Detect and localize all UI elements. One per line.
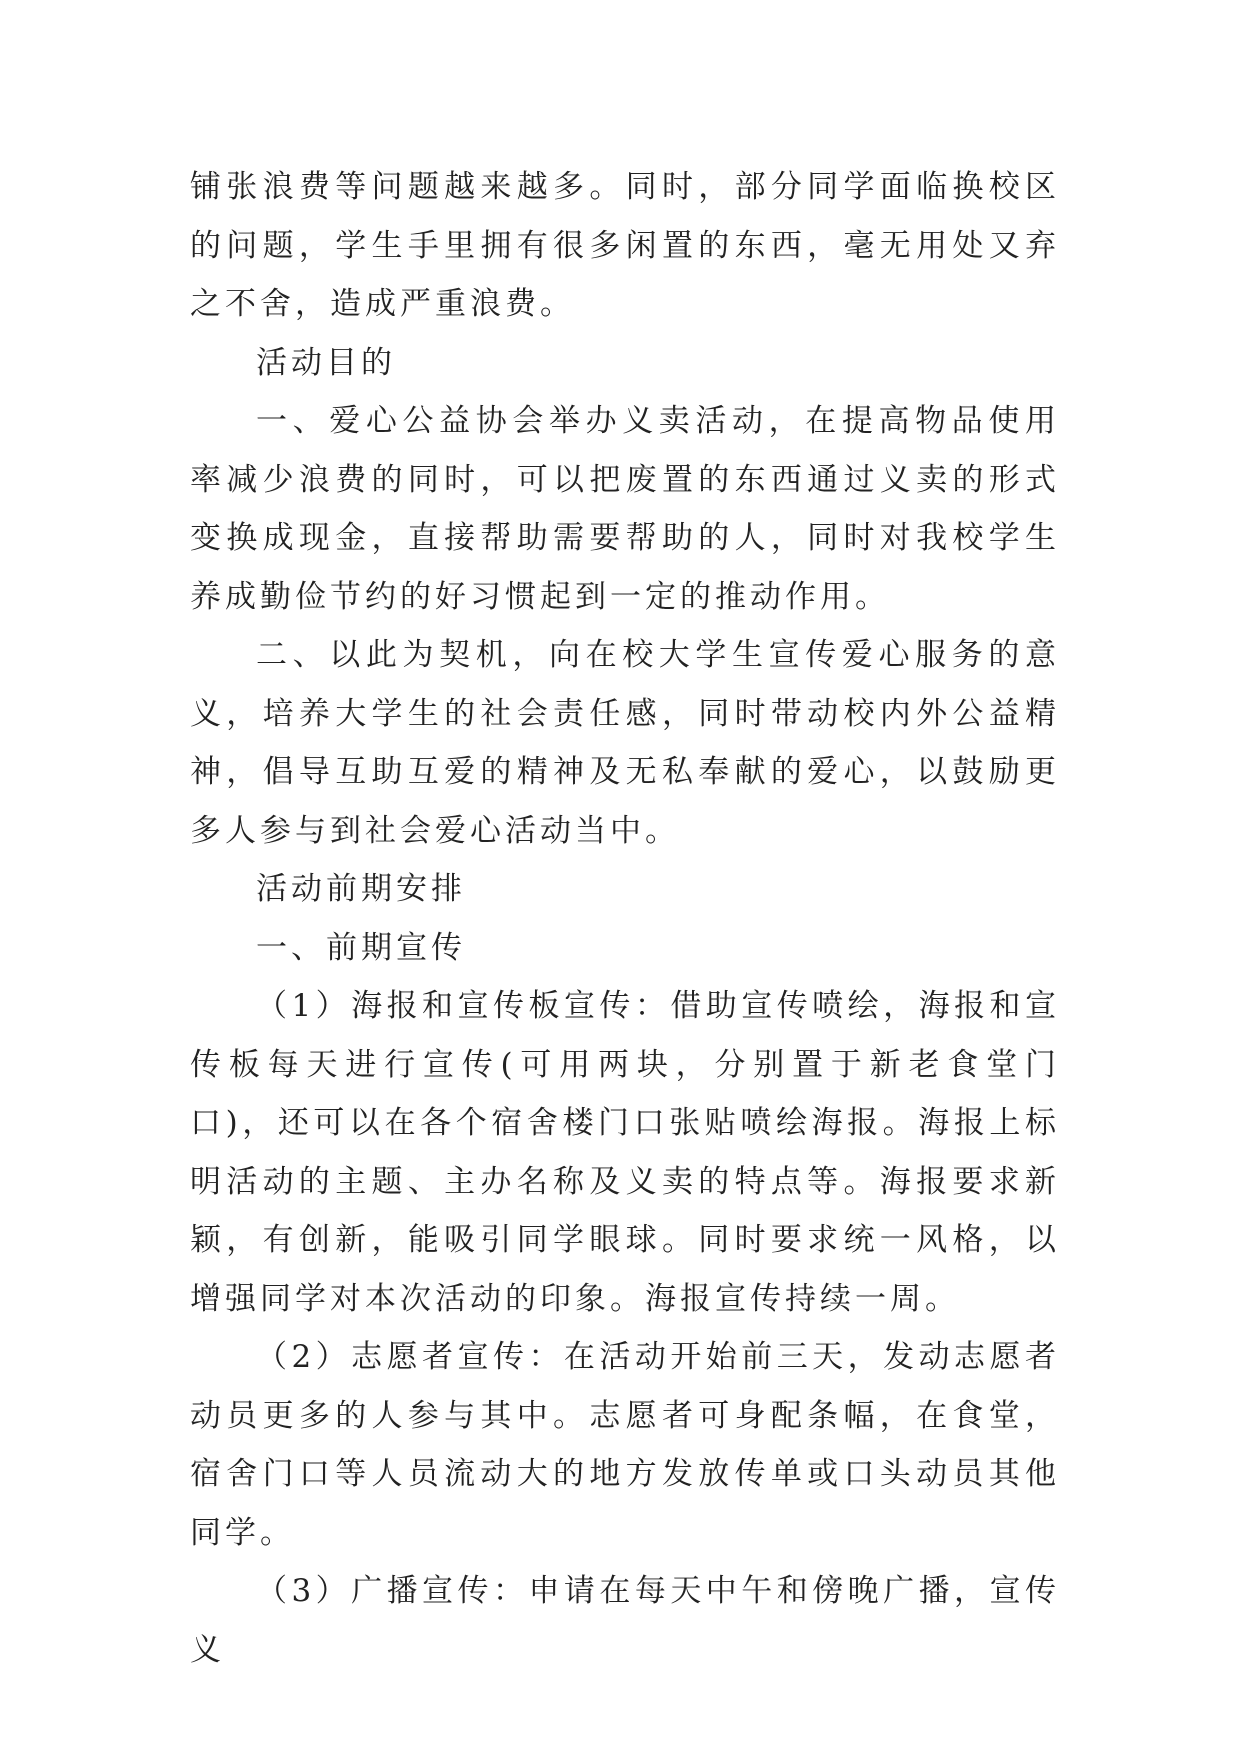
document-body [190, 158, 1060, 1679]
subsection-heading-publicity: 一、前期宣传 [256, 929, 466, 966]
paragraph-continuation: 铺张浪费等问题越来越多。同时，部分同学面临换校区的问题，学生手里拥有很多闲置的东西，毫无用处又弃之不舍，造成严重浪费。 [190, 169, 1060, 322]
paragraph-poster-publicity: （1）海报和宣传板宣传：借助宣传喷绘，海报和宣传板每天进行宣传(可用两块，分别置于新老食堂门口)，还可以在各个宿舍楼门口张贴喷绘海报。海报上标明活动的主题、主办名称及义卖的特点等。海报要求新颖，有创新，能吸引同学眼球。同时要求统一风格，以增强同学对本次活动的印象。海报宣传持续一周。 [190, 988, 1060, 1317]
paragraph-broadcast-publicity: （3）广播宣传：申请在每天中午和傍晚广播，宣传义 [190, 1573, 1060, 1668]
paragraph-volunteer-publicity: （2）志愿者宣传：在活动开始前三天，发动志愿者动员更多的人参与其中。志愿者可身配条幅，在食堂，宿舍门口等人员流动大的地方发放传单或口头动员其他同学。 [190, 1339, 1060, 1551]
section-heading-preparation: 活动前期安排 [256, 871, 466, 907]
paragraph-purpose-one: 一、爱心公益协会举办义卖活动，在提高物品使用率减少浪费的同时，可以把废置的东西通过义卖的形式变换成现金，直接帮助需要帮助的人，同时对我校学生养成勤俭节约的好习惯起到一定的推动作用。 [190, 403, 1060, 615]
section-heading-activity-purpose: 活动目的 [256, 344, 396, 381]
paragraph-purpose-two: 二、以此为契机，向在校大学生宣传爱心服务的意义，培养大学生的社会责任感，同时带动校内外公益精神，倡导互助互爱的精神及无私奉献的爱心，以鼓励更多人参与到社会爱心活动当中。 [190, 637, 1060, 849]
